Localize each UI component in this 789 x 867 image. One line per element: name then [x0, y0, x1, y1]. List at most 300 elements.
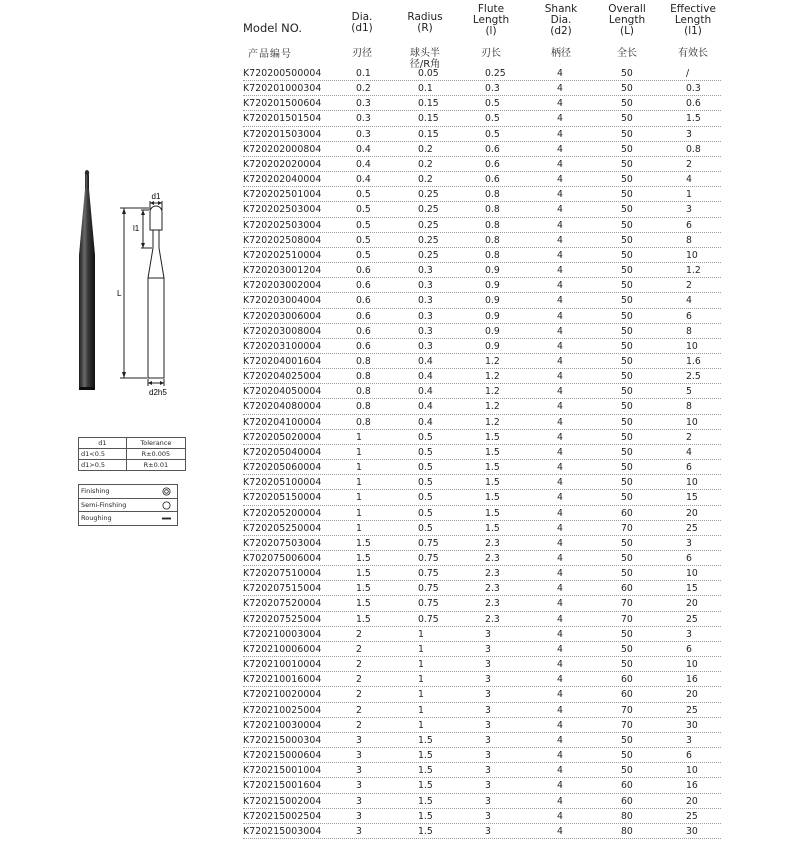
- effective-length-cell: 6: [686, 553, 692, 564]
- flute-length-cell: 3: [485, 689, 491, 701]
- radius-r-cell: 1: [418, 719, 424, 731]
- flute-length-cell: 0.3: [485, 83, 500, 95]
- overall-length-cell: 50: [621, 431, 633, 443]
- model-number-cell: K702075006004: [243, 553, 322, 564]
- overall-length-cell: 50: [621, 643, 633, 655]
- shank-dia-cell: 4: [557, 613, 563, 625]
- effective-length-cell: 25: [686, 613, 698, 625]
- dia-d1-cell: 2: [356, 628, 362, 640]
- table-row: [243, 566, 721, 581]
- model-number-cell: K720210020004: [243, 689, 322, 701]
- dia-d1-cell: 3: [356, 795, 362, 807]
- overall-length-cell: 50: [621, 553, 633, 564]
- shank-dia-cell: 4: [557, 386, 563, 398]
- dia-d1-cell: 1.5: [356, 613, 371, 625]
- dia-d1-cell: 0.6: [356, 325, 371, 337]
- flute-length-cell: 1.5: [485, 446, 500, 458]
- overall-length-cell: 50: [621, 750, 633, 762]
- shank-dia-cell: 4: [557, 371, 563, 383]
- effective-length-cell: 8: [686, 401, 692, 413]
- shank-dia-cell: 4: [557, 583, 563, 595]
- radius-r-cell: 1: [418, 674, 424, 686]
- shank-dia-cell: 4: [557, 219, 563, 231]
- effective-length-cell: 2: [686, 431, 692, 443]
- tolerance-header-d1: d1: [79, 438, 127, 449]
- table-row: [243, 506, 721, 521]
- overall-length-cell: 50: [621, 568, 633, 580]
- dia-d1-cell: 0.5: [356, 189, 371, 201]
- shank-dia-cell: 4: [557, 189, 563, 201]
- dia-d1-cell: 1: [356, 431, 362, 443]
- dia-d1-cell: 1.5: [356, 568, 371, 580]
- flute-length-cell: 0.8: [485, 234, 500, 246]
- effective-length-cell: 6: [686, 462, 692, 474]
- radius-r-cell: 1.5: [418, 734, 433, 746]
- overall-length-cell: 50: [621, 371, 633, 383]
- overall-length-cell: 50: [621, 355, 633, 367]
- table-row: [243, 460, 721, 475]
- effective-length-cell: 1.5: [686, 113, 701, 125]
- effective-length-cell: 25: [686, 704, 698, 716]
- shank-dia-cell: 4: [557, 128, 563, 140]
- effective-length-cell: 10: [686, 340, 698, 352]
- overall-length-cell: 50: [621, 113, 633, 125]
- dia-d1-cell: 0.1: [356, 68, 371, 79]
- effective-length-cell: 1: [686, 189, 692, 201]
- dia-d1-cell: 3: [356, 765, 362, 777]
- flute-length-cell: 1.2: [485, 386, 500, 398]
- radius-r-cell: 1: [418, 643, 424, 655]
- flute-length-cell: 3: [485, 704, 491, 716]
- shank-dia-cell: 4: [557, 295, 563, 307]
- dia-d1-cell: 2: [356, 643, 362, 655]
- tolerance-row: [79, 460, 186, 471]
- shank-dia-cell: 4: [557, 98, 563, 110]
- effective-length-cell: 25: [686, 810, 698, 822]
- table-row: [243, 324, 721, 339]
- table-row: [243, 809, 721, 824]
- dia-d1-cell: 0.4: [356, 158, 371, 170]
- model-number-cell: K720205060004: [243, 462, 322, 474]
- model-number-cell: K720204080004: [243, 401, 322, 413]
- dia-d1-cell: 0.8: [356, 386, 371, 398]
- tolerance-value: R±0.005: [126, 449, 185, 460]
- model-number-cell: K720203002004: [243, 280, 322, 292]
- radius-r-cell: 0.25: [418, 249, 439, 261]
- dia-d1-cell: 1.5: [356, 553, 371, 564]
- shank-dia-cell: 4: [557, 628, 563, 640]
- table-row: [243, 293, 721, 308]
- dia-d1-cell: 0.2: [356, 83, 371, 95]
- shank-dia-cell: 4: [557, 158, 563, 170]
- dia-d1-cell: 1: [356, 446, 362, 458]
- radius-r-cell: 1.5: [418, 825, 433, 837]
- shank-dia-cell: 4: [557, 795, 563, 807]
- table-row: [243, 794, 721, 809]
- model-number-cell: K720202501004: [243, 189, 322, 201]
- shank-dia-cell: 4: [557, 462, 563, 474]
- effective-length-cell: 1.6: [686, 355, 701, 367]
- flute-length-cell: 0.9: [485, 265, 500, 277]
- shank-dia-cell: 4: [557, 568, 563, 580]
- overall-length-cell: 50: [621, 204, 633, 216]
- overall-length-cell: 50: [621, 68, 633, 79]
- overall-length-cell: 50: [621, 659, 633, 671]
- effective-length-cell: 10: [686, 416, 698, 428]
- model-number-cell: K720205250004: [243, 522, 322, 534]
- shank-dia-cell: 4: [557, 204, 563, 216]
- dia-d1-cell: 0.6: [356, 310, 371, 322]
- overall-length-cell: 50: [621, 249, 633, 261]
- overall-length-cell: 50: [621, 628, 633, 640]
- effective-length-cell: 20: [686, 598, 698, 610]
- radius-r-cell: 0.05: [418, 68, 439, 79]
- table-row: [243, 66, 721, 81]
- radius-r-cell: 0.2: [418, 158, 433, 170]
- flute-length-cell: 0.9: [485, 295, 500, 307]
- table-row: [243, 657, 721, 672]
- radius-r-cell: 0.2: [418, 174, 433, 186]
- flute-length-cell: 0.8: [485, 219, 500, 231]
- table-row: [243, 672, 721, 687]
- model-number-cell: K720201000304: [243, 83, 322, 95]
- flute-length-cell: 2.3: [485, 537, 500, 549]
- flute-length-cell: 0.6: [485, 174, 500, 186]
- tolerance-header-row: [79, 438, 186, 449]
- shank-dia-cell: 4: [557, 492, 563, 504]
- model-number-cell: K720210016004: [243, 674, 322, 686]
- model-number-cell: K720201501504: [243, 113, 322, 125]
- dia-d1-cell: 2: [356, 719, 362, 731]
- flute-length-cell: 1.5: [485, 507, 500, 519]
- radius-r-cell: 0.75: [418, 537, 439, 549]
- flute-length-cell: 3: [485, 719, 491, 731]
- model-number-cell: K720201500604: [243, 98, 322, 110]
- flute-length-cell: 0.8: [485, 249, 500, 261]
- shank-dia-cell: 4: [557, 507, 563, 519]
- table-row: [243, 415, 721, 430]
- model-number-cell: K720215001004: [243, 765, 322, 777]
- table-row: [243, 309, 721, 324]
- table-row: [243, 248, 721, 263]
- effective-length-cell: 2: [686, 158, 692, 170]
- effective-length-cell: 5: [686, 386, 692, 398]
- radius-r-cell: 0.4: [418, 416, 433, 428]
- table-row: [243, 339, 721, 354]
- model-number-cell: K720202503004: [243, 204, 322, 216]
- radius-r-cell: 0.25: [418, 234, 439, 246]
- table-row: [243, 748, 721, 763]
- dia-d1-cell: 0.8: [356, 401, 371, 413]
- flute-length-cell: 1.2: [485, 416, 500, 428]
- overall-length-cell: 50: [621, 765, 633, 777]
- tolerance-header-tolerance: Tolerance: [126, 438, 185, 449]
- table-row: [243, 778, 721, 793]
- effective-length-cell: 3: [686, 204, 692, 216]
- flute-length-cell: 0.8: [485, 204, 500, 216]
- dia-d1-cell: 0.6: [356, 340, 371, 352]
- model-number-cell: K720210010004: [243, 659, 322, 671]
- overall-length-cell: 50: [621, 219, 633, 231]
- model-number-cell: K720202000804: [243, 143, 322, 155]
- overall-length-cell: 60: [621, 795, 633, 807]
- shank-dia-cell: 4: [557, 689, 563, 701]
- radius-r-cell: 0.3: [418, 295, 433, 307]
- flute-length-cell: 1.5: [485, 477, 500, 489]
- model-number-cell: K720203100004: [243, 340, 322, 352]
- legend-item-semi-finishing: [79, 499, 177, 513]
- effective-length-cell: 10: [686, 765, 698, 777]
- effective-length-cell: 25: [686, 522, 698, 534]
- table-row: [243, 233, 721, 248]
- shank-dia-cell: 4: [557, 477, 563, 489]
- table-row: [243, 111, 721, 126]
- overall-length-cell: 50: [621, 158, 633, 170]
- model-number-cell: K720204050004: [243, 386, 322, 398]
- flute-length-cell: 0.25: [485, 68, 506, 79]
- model-number-cell: K720215002004: [243, 795, 322, 807]
- radius-r-cell: 0.75: [418, 553, 439, 564]
- legend-item-finishing: [79, 485, 177, 499]
- radius-r-cell: 0.4: [418, 355, 433, 367]
- overall-length-cell: 50: [621, 98, 633, 110]
- model-number-cell: K720207520004: [243, 598, 322, 610]
- shank-dia-cell: 4: [557, 446, 563, 458]
- model-number-cell: K720201503004: [243, 128, 322, 140]
- header-column-label-en: Overall Length (L): [608, 3, 646, 37]
- flute-length-cell: 1.2: [485, 371, 500, 383]
- flute-length-cell: 0.9: [485, 280, 500, 292]
- radius-r-cell: 0.75: [418, 613, 439, 625]
- effective-length-cell: 3: [686, 734, 692, 746]
- flute-length-cell: 3: [485, 765, 491, 777]
- dia-d1-cell: 0.8: [356, 416, 371, 428]
- model-number-cell: K720207503004: [243, 537, 322, 549]
- dia-d1-cell: 0.5: [356, 204, 371, 216]
- tolerance-row: [79, 449, 186, 460]
- flute-length-cell: 0.9: [485, 340, 500, 352]
- flute-length-cell: 1.5: [485, 522, 500, 534]
- radius-r-cell: 0.75: [418, 568, 439, 580]
- dia-d1-cell: 3: [356, 810, 362, 822]
- effective-length-cell: 15: [686, 492, 698, 504]
- dia-d1-cell: 2: [356, 704, 362, 716]
- radius-r-cell: 0.5: [418, 462, 433, 474]
- shank-dia-cell: 4: [557, 416, 563, 428]
- model-number-cell: K720205020004: [243, 431, 322, 443]
- tolerance-table: [78, 437, 186, 471]
- dia-d1-cell: 0.6: [356, 265, 371, 277]
- dia-d1-cell: 2: [356, 674, 362, 686]
- header-column-0: [332, 11, 392, 59]
- shank-dia-cell: 4: [557, 537, 563, 549]
- shank-dia-cell: 4: [557, 280, 563, 292]
- effective-length-cell: 3: [686, 628, 692, 640]
- dim-label-l1: l1: [133, 224, 140, 233]
- table-row: [243, 369, 721, 384]
- model-number-cell: K720215000604: [243, 750, 322, 762]
- table-row: [243, 142, 721, 157]
- radius-r-cell: 0.25: [418, 219, 439, 231]
- shank-dia-cell: 4: [557, 704, 563, 716]
- shank-dia-cell: 4: [557, 83, 563, 95]
- table-row: [243, 763, 721, 778]
- flute-length-cell: 1.2: [485, 355, 500, 367]
- header-column-label-cn: 柄径: [551, 48, 571, 59]
- radius-r-cell: 0.3: [418, 340, 433, 352]
- dim-label-d1: d1: [151, 192, 161, 201]
- overall-length-cell: 50: [621, 83, 633, 95]
- shank-dia-cell: 4: [557, 598, 563, 610]
- overall-length-cell: 50: [621, 325, 633, 337]
- header-model-cn: 产品编号: [248, 49, 292, 60]
- table-row: [243, 445, 721, 460]
- radius-r-cell: 0.15: [418, 128, 439, 140]
- dia-d1-cell: 2: [356, 659, 362, 671]
- shank-dia-cell: 4: [557, 825, 563, 837]
- flute-length-cell: 3: [485, 628, 491, 640]
- overall-length-cell: 60: [621, 507, 633, 519]
- legend-label: Roughing: [81, 514, 112, 522]
- model-number-cell: K720205200004: [243, 507, 322, 519]
- model-number-cell: K720204001604: [243, 355, 322, 367]
- overall-length-cell: 50: [621, 310, 633, 322]
- table-row: [243, 157, 721, 172]
- model-number-cell: K720207510004: [243, 568, 322, 580]
- overall-length-cell: 70: [621, 719, 633, 731]
- shank-dia-cell: 4: [557, 734, 563, 746]
- dia-d1-cell: 0.6: [356, 295, 371, 307]
- overall-length-cell: 50: [621, 189, 633, 201]
- radius-r-cell: 1.5: [418, 765, 433, 777]
- dia-d1-cell: 3: [356, 780, 362, 792]
- table-row: [243, 687, 721, 702]
- table-row: [243, 703, 721, 718]
- overall-length-cell: 50: [621, 280, 633, 292]
- table-row: [243, 490, 721, 505]
- shank-dia-cell: 4: [557, 68, 563, 79]
- shank-dia-cell: 4: [557, 265, 563, 277]
- shank-dia-cell: 4: [557, 310, 563, 322]
- effective-length-cell: 4: [686, 174, 692, 186]
- overall-length-cell: 50: [621, 265, 633, 277]
- radius-r-cell: 0.25: [418, 204, 439, 216]
- radius-r-cell: 1: [418, 628, 424, 640]
- radius-r-cell: 1: [418, 659, 424, 671]
- dia-d1-cell: 1: [356, 492, 362, 504]
- model-number-cell: K720215000304: [243, 734, 322, 746]
- overall-length-cell: 50: [621, 492, 633, 504]
- header-column-label-cn: 球头半 径/R角: [409, 48, 441, 70]
- flute-length-cell: 1.5: [485, 462, 500, 474]
- effective-length-cell: 20: [686, 689, 698, 701]
- overall-length-cell: 60: [621, 780, 633, 792]
- dia-d1-cell: 1.5: [356, 598, 371, 610]
- overall-length-cell: 50: [621, 234, 633, 246]
- overall-length-cell: 70: [621, 522, 633, 534]
- effective-length-cell: 8: [686, 325, 692, 337]
- flute-length-cell: 0.9: [485, 325, 500, 337]
- dia-d1-cell: 0.5: [356, 249, 371, 261]
- effective-length-cell: 8: [686, 234, 692, 246]
- overall-length-cell: 60: [621, 674, 633, 686]
- overall-length-cell: 70: [621, 613, 633, 625]
- tolerance-condition: d1>0.5: [79, 460, 127, 471]
- model-number-cell: K720215001604: [243, 780, 322, 792]
- effective-length-cell: 0.8: [686, 143, 701, 155]
- flute-length-cell: 1.5: [485, 431, 500, 443]
- header-column-4: [597, 3, 657, 59]
- header-column-label-cn: 刃径: [352, 48, 372, 59]
- effective-length-cell: 3: [686, 537, 692, 549]
- dim-label-L: L: [117, 289, 122, 298]
- table-row: [243, 172, 721, 187]
- dia-d1-cell: 1.5: [356, 537, 371, 549]
- effective-length-cell: 0.3: [686, 83, 701, 95]
- shank-dia-cell: 4: [557, 340, 563, 352]
- table-row: [243, 642, 721, 657]
- shank-dia-cell: 4: [557, 234, 563, 246]
- dia-d1-cell: 0.5: [356, 234, 371, 246]
- shank-dia-cell: 4: [557, 765, 563, 777]
- table-row: [243, 278, 721, 293]
- radius-r-cell: 0.5: [418, 522, 433, 534]
- model-number-cell: K720207515004: [243, 583, 322, 595]
- overall-length-cell: 50: [621, 477, 633, 489]
- model-number-cell: K720205040004: [243, 446, 322, 458]
- effective-length-cell: 6: [686, 310, 692, 322]
- flute-length-cell: 0.6: [485, 158, 500, 170]
- dia-d1-cell: 0.4: [356, 174, 371, 186]
- header-column-3: [531, 3, 591, 59]
- dia-d1-cell: 1: [356, 522, 362, 534]
- header-column-label-en: Dia. (d1): [351, 11, 373, 34]
- overall-length-cell: 50: [621, 446, 633, 458]
- effective-length-cell: 30: [686, 825, 698, 837]
- table-row: [243, 718, 721, 733]
- model-number-cell: K720203004004: [243, 295, 322, 307]
- model-number-cell: K720207525004: [243, 613, 322, 625]
- dia-d1-cell: 1: [356, 462, 362, 474]
- radius-r-cell: 0.4: [418, 386, 433, 398]
- flute-length-cell: 2.3: [485, 583, 500, 595]
- table-row: [243, 187, 721, 202]
- effective-length-cell: 16: [686, 780, 698, 792]
- radius-r-cell: 0.4: [418, 401, 433, 413]
- flute-length-cell: 2.3: [485, 553, 500, 564]
- overall-length-cell: 50: [621, 734, 633, 746]
- shank-dia-cell: 4: [557, 143, 563, 155]
- table-row: [243, 96, 721, 111]
- table-row: [243, 612, 721, 627]
- tolerance-condition: d1<0.5: [79, 449, 127, 460]
- overall-length-cell: 70: [621, 598, 633, 610]
- radius-r-cell: 0.5: [418, 446, 433, 458]
- model-number-cell: K720204025004: [243, 371, 322, 383]
- shank-dia-cell: 4: [557, 810, 563, 822]
- shank-dia-cell: 4: [557, 750, 563, 762]
- radius-r-cell: 0.15: [418, 98, 439, 110]
- flute-length-cell: 3: [485, 825, 491, 837]
- dia-d1-cell: 2: [356, 689, 362, 701]
- overall-length-cell: 70: [621, 704, 633, 716]
- effective-length-cell: 6: [686, 643, 692, 655]
- shank-dia-cell: 4: [557, 643, 563, 655]
- table-row: [243, 384, 721, 399]
- overall-length-cell: 80: [621, 825, 633, 837]
- finish-legend: [78, 484, 178, 526]
- dia-d1-cell: 1: [356, 477, 362, 489]
